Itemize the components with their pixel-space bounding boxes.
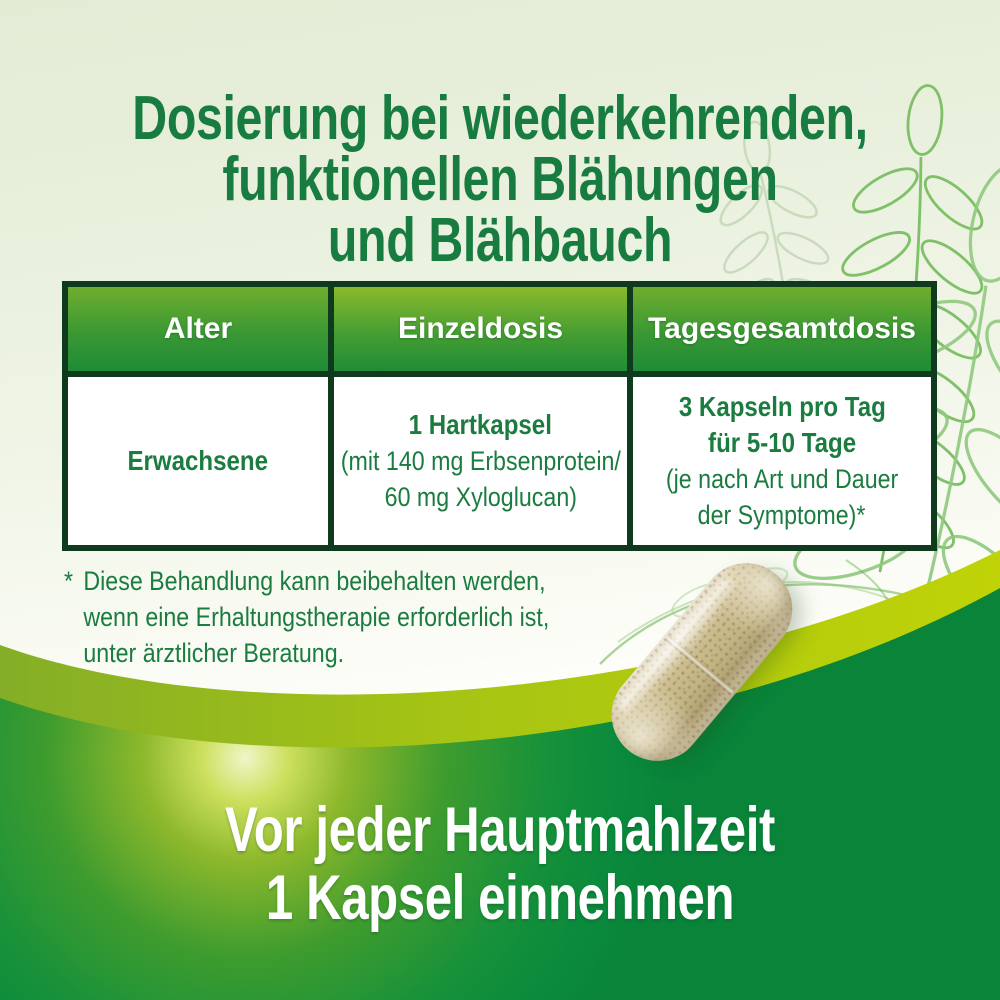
title-line-2: funktionellen Blähungen <box>222 144 778 214</box>
header-label: Alter <box>163 312 233 345</box>
single-dose-detail: 60 mg Xyloglucan) <box>384 482 577 512</box>
daily-dose-detail: der Symptome)* <box>698 500 866 530</box>
intake-line-2: 1 Kapsel einnehmen <box>265 863 735 933</box>
single-dose-amount: 1 Hartkapsel <box>408 409 553 440</box>
daily-dose-amount: 3 Kapseln pro Tag <box>678 391 886 422</box>
table-header-alter <box>68 287 328 371</box>
footnote-line: unter ärztlicher Beratung. <box>83 638 345 668</box>
table-cell-single-dose <box>334 377 627 545</box>
table-header-einzeldosis <box>334 287 627 371</box>
intake-line-1: Vor jeder Hauptmahlzeit <box>225 795 775 865</box>
single-dose-detail: (mit 140 mg Erbsenprotein/ <box>340 446 621 476</box>
footnote-text <box>83 563 549 671</box>
age-value: Erwachsene <box>127 445 269 476</box>
footnote-line: Diese Behandlung kann beibehalten werden, <box>83 566 546 596</box>
table-cell-age <box>68 377 328 545</box>
footnote-asterisk: * <box>64 566 74 596</box>
page-title <box>1 83 999 275</box>
title-line-3: und Blähbauch <box>327 205 673 275</box>
header-label: Einzeldosis <box>397 312 564 345</box>
footnote <box>64 563 549 671</box>
table-header-tagesgesamtdosis <box>633 287 931 371</box>
dosage-table <box>62 281 937 551</box>
table-cell-daily-dose <box>633 377 931 545</box>
header-label: Tagesgesamtdosis <box>648 312 916 345</box>
daily-dose-detail: (je nach Art und Dauer <box>665 464 899 494</box>
daily-dose-duration: für 5-10 Tage <box>707 427 857 458</box>
footnote-line: wenn eine Erhaltungstherapie erforderlich ist, <box>83 602 550 632</box>
title-line-1: Dosierung bei wiederkehrenden, <box>132 83 868 153</box>
intake-instruction <box>1 796 999 932</box>
